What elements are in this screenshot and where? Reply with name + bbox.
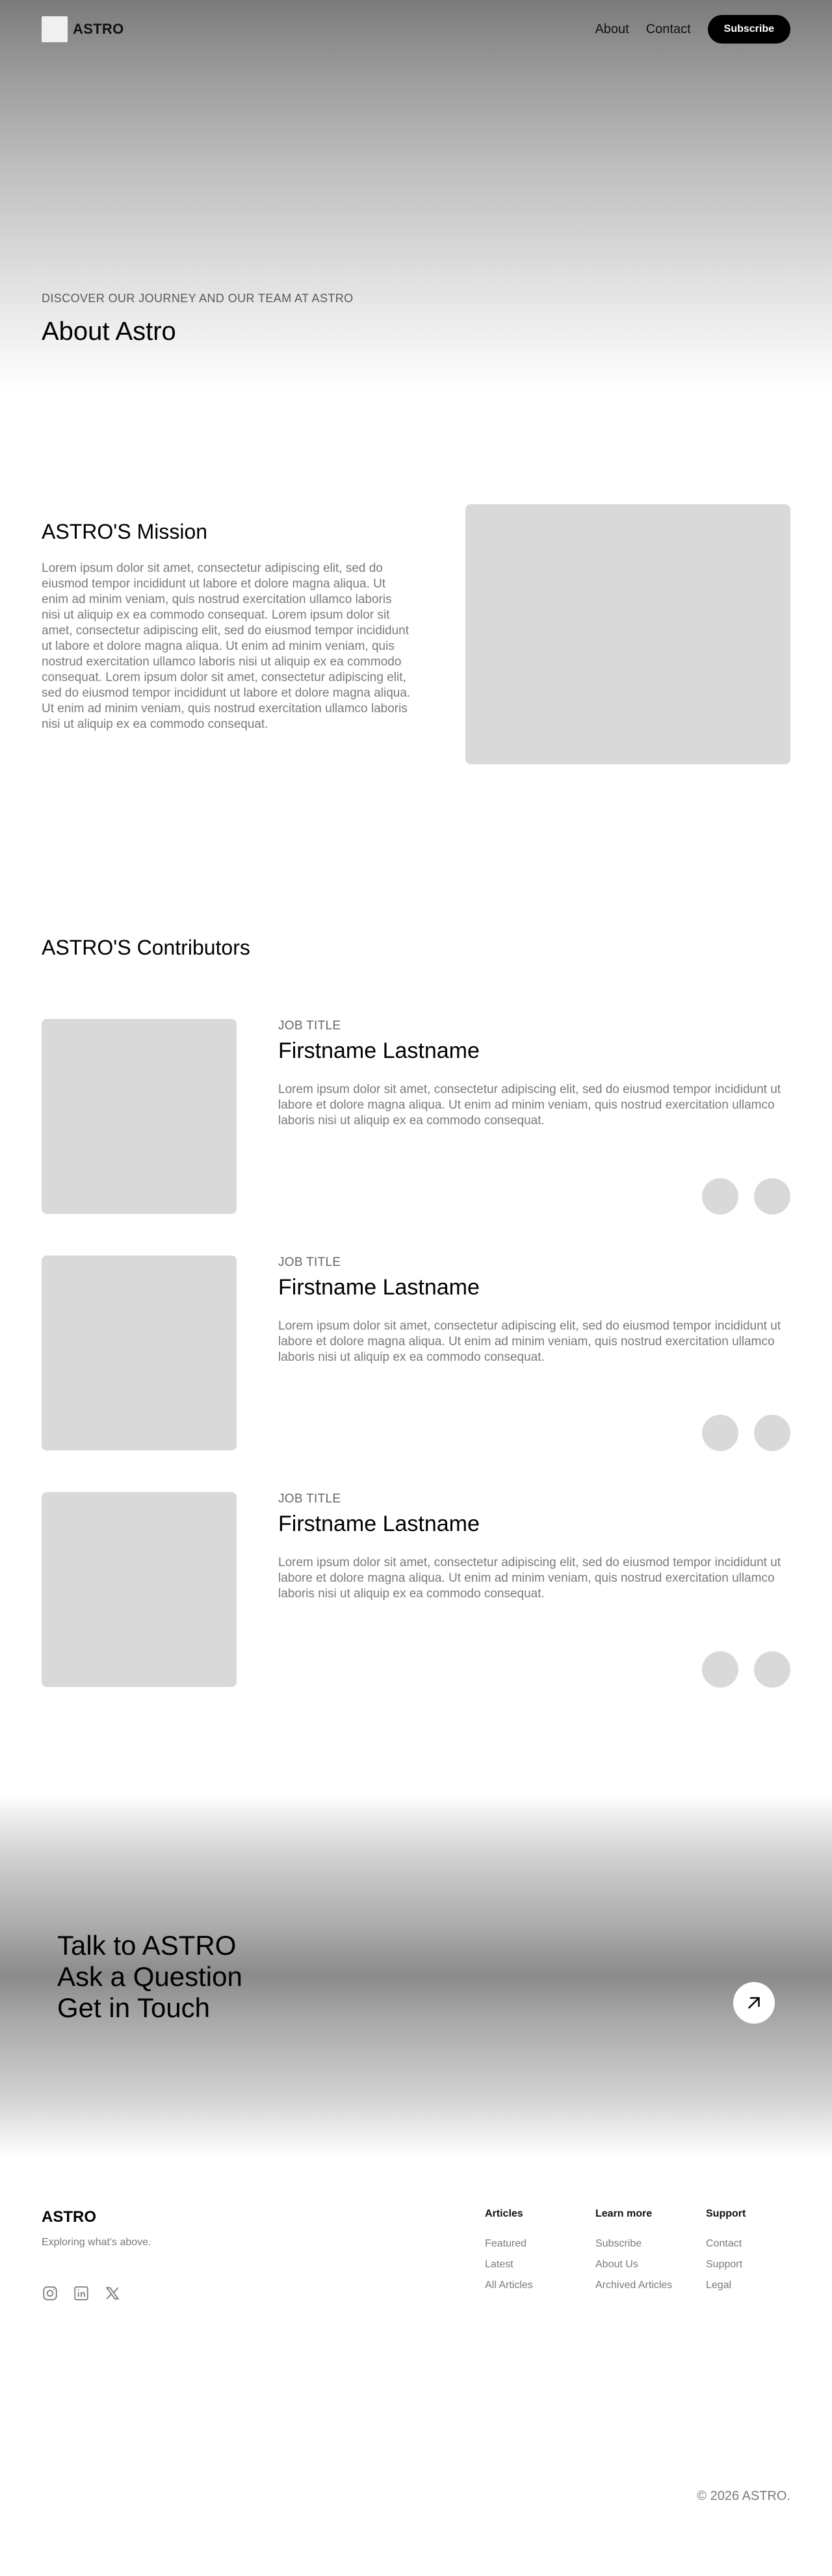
contributor-social-link[interactable] xyxy=(754,1415,790,1451)
arrow-up-right-icon xyxy=(744,1993,764,2013)
mission-title: ASTRO'S Mission xyxy=(42,520,208,543)
contributor-job-title: JOB TITLE xyxy=(278,1492,341,1506)
footer-link[interactable]: Subscribe xyxy=(595,2238,642,2249)
contributor-name: Firstname Lastname xyxy=(278,1275,480,1300)
contributor-photo xyxy=(42,1492,237,1687)
contributor-photo xyxy=(42,1256,237,1450)
footer-link[interactable]: Legal xyxy=(706,2280,732,2291)
page-title: About Astro xyxy=(42,317,176,346)
contributor-card xyxy=(42,1256,790,1450)
top-nav xyxy=(42,14,790,44)
contributor-social-link[interactable] xyxy=(702,1651,738,1688)
footer-link[interactable]: Support xyxy=(706,2259,743,2270)
footer-link[interactable]: All Articles xyxy=(485,2280,533,2291)
logo xyxy=(42,16,68,42)
footer-link[interactable]: Archived Articles xyxy=(595,2280,673,2291)
contributor-description: Lorem ipsum dolor sit amet, consectetur adipiscing elit, sed do eiusmod tempor incididunt ut labore et dolore magna aliqua. Ut enim ad minim veniam, quis nostrud exercitation ullamco laboris nisi ut aliquip ex ea commodo consequat. xyxy=(278,1556,781,1601)
cta-line: Talk to ASTRO xyxy=(57,1930,237,1961)
footer-column-articles xyxy=(485,2208,533,2300)
cta-arrow-button[interactable] xyxy=(733,1982,775,2024)
hero-section xyxy=(0,0,832,390)
contributor-card xyxy=(42,1019,790,1214)
footer-link[interactable]: About Us xyxy=(595,2259,638,2270)
mission-body: Lorem ipsum dolor sit amet, consectetur adipiscing elit, sed do eiusmod tempor incididunt ut labore et dolore magna aliqua. Ut enim ad minim veniam, quis nostrud exercitation ullamco laboris nisi ut aliquip ex ea commodo consequat. Lorem ipsum dolor sit amet, consectetur adipiscing elit, sed do eiusmod tempor incididunt ut labore et dolore magna aliqua. Ut enim ad minim veniam, quis nostrud exercitation ullamco laboris nisi ut aliquip ex ea commodo consequat. Lorem ipsum dolor sit amet, consectetur adipiscing elit, sed do eiusmod tempor incididunt ut labore et dolore magna aliqua. Ut enim ad minim veniam, quis nostrud exercitation ullamco laboris nisi ut aliquip ex ea commodo consequat. xyxy=(42,561,411,731)
footer-column-heading: Support xyxy=(706,2208,746,2219)
footer-column-heading: Articles xyxy=(485,2208,523,2219)
nav-links xyxy=(595,15,790,44)
instagram-icon[interactable] xyxy=(42,2285,58,2302)
nav-link-contact[interactable]: Contact xyxy=(645,21,691,36)
footer-link[interactable]: Contact xyxy=(706,2238,742,2249)
cta-heading xyxy=(57,1930,242,2024)
contributor-card xyxy=(42,1492,790,1687)
contributor-job-title: JOB TITLE xyxy=(278,1019,341,1033)
contributor-photo xyxy=(42,1019,237,1214)
mission-image-placeholder xyxy=(465,504,790,764)
contributor-name: Firstname Lastname xyxy=(278,1512,480,1536)
nav-link-about[interactable]: About xyxy=(595,21,629,36)
contributor-description: Lorem ipsum dolor sit amet, consectetur adipiscing elit, sed do eiusmod tempor incididunt ut labore et dolore magna aliqua. Ut enim ad minim veniam, quis nostrud exercitation ullamco laboris nisi ut aliquip ex ea commodo consequat. xyxy=(278,1083,781,1127)
contributor-social-link[interactable] xyxy=(754,1651,790,1688)
contributor-social-link[interactable] xyxy=(702,1178,738,1215)
copyright: © 2026 ASTRO. xyxy=(697,2489,790,2503)
cta-line: Ask a Question xyxy=(57,1961,242,1992)
footer-link[interactable]: Latest xyxy=(485,2259,514,2270)
footer-brand[interactable]: ASTRO xyxy=(42,2208,96,2226)
x-icon[interactable] xyxy=(104,2285,121,2302)
contributor-name: Firstname Lastname xyxy=(278,1038,480,1063)
footer-tagline: Exploring what's above. xyxy=(42,2237,151,2248)
cta-line: Get in Touch xyxy=(57,1992,211,2023)
contributor-social-link[interactable] xyxy=(754,1178,790,1215)
footer-link[interactable]: Featured xyxy=(485,2238,527,2249)
contributor-social-link[interactable] xyxy=(702,1415,738,1451)
linkedin-icon[interactable] xyxy=(73,2285,90,2302)
contributor-description: Lorem ipsum dolor sit amet, consectetur adipiscing elit, sed do eiusmod tempor incididunt ut labore et dolore magna aliqua. Ut enim ad minim veniam, quis nostrud exercitation ullamco laboris nisi ut aliquip ex ea commodo consequat. xyxy=(278,1319,781,1364)
footer-column-support xyxy=(706,2208,746,2300)
brand-name: ASTRO xyxy=(73,21,124,37)
footer-socials xyxy=(42,2285,121,2302)
footer-column-learn-more xyxy=(595,2208,672,2300)
contributor-job-title: JOB TITLE xyxy=(278,1256,341,1269)
subscribe-button[interactable]: Subscribe xyxy=(708,15,790,44)
hero-eyebrow: DISCOVER OUR JOURNEY AND OUR TEAM AT ASTRO xyxy=(42,292,354,305)
footer-column-heading: Learn more xyxy=(595,2208,653,2219)
cta-section xyxy=(0,1794,832,2157)
contributors-title: ASTRO'S Contributors xyxy=(42,936,250,959)
brand[interactable] xyxy=(42,16,124,42)
